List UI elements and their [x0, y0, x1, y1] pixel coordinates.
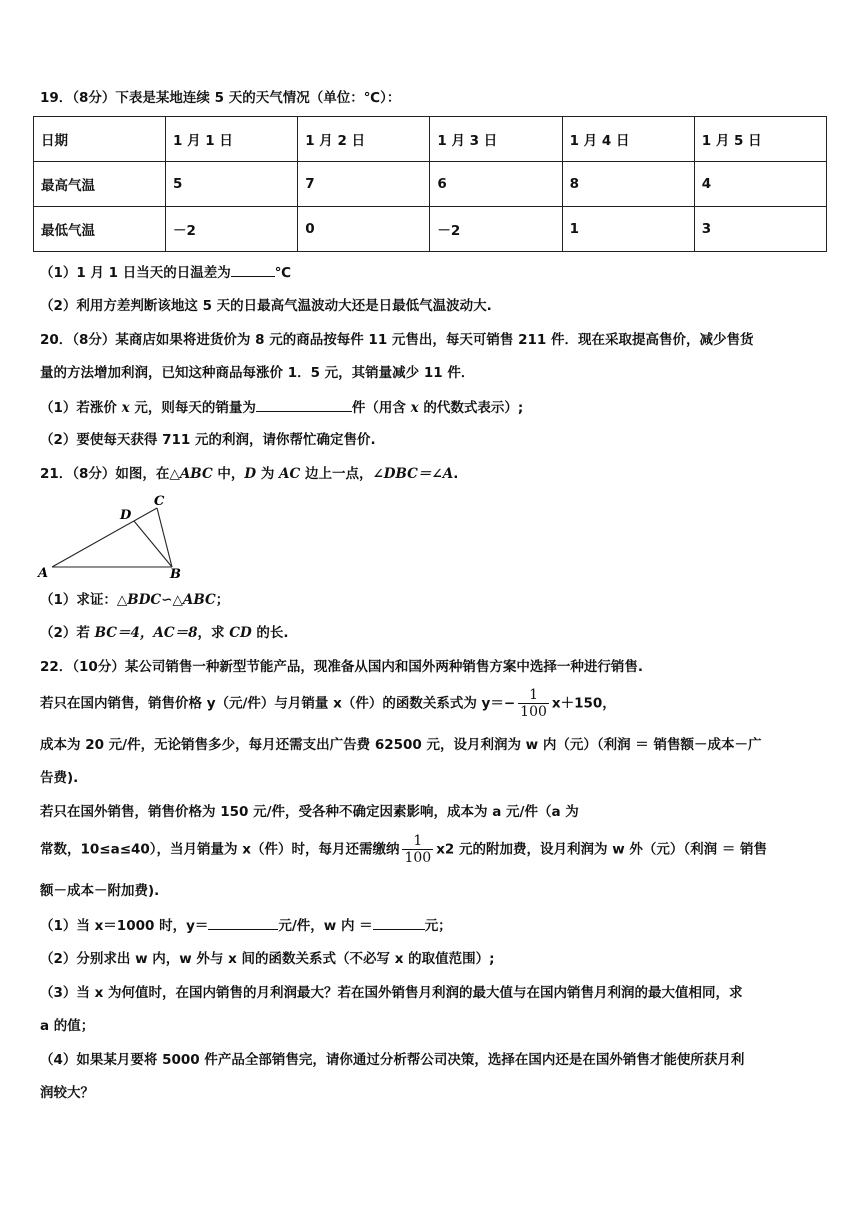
text: . — [453, 466, 459, 482]
q22-line4: 告费). — [40, 770, 79, 786]
q21-part2 — [40, 623, 824, 643]
q20-line2: 量的方法增加利润，已知这种商品每涨价 1．5 元，其销量减少 11 件． — [40, 365, 475, 381]
text: 的长. — [251, 625, 289, 641]
answer-blank — [373, 915, 425, 930]
text: 常数，10≤a≤40），当月销量为 x（件）时，每月还需缴纳 — [40, 841, 400, 858]
fraction-1-100 — [402, 833, 433, 866]
point-d: D — [244, 466, 257, 482]
q21-line1 — [40, 464, 824, 484]
answer-blank — [231, 262, 275, 277]
segment-cd: CD — [229, 625, 252, 641]
fraction-1-100 — [518, 687, 549, 720]
q20-part2: （2）要使每天获得 711 元的利润，请你帮忙确定售价. — [40, 432, 376, 448]
numerator: 1 — [529, 687, 538, 703]
q22-line7: 额－成本－附加费). — [40, 883, 160, 899]
text: （1）求证： — [40, 592, 117, 608]
label-d: D — [120, 508, 132, 523]
var-x: x — [121, 400, 130, 416]
answer-blank — [256, 397, 352, 412]
table-cell: 0 — [298, 207, 430, 252]
label-a: A — [38, 566, 49, 579]
text: 元； — [424, 918, 452, 934]
text: 中， — [212, 466, 245, 482]
q19-part2: （2）利用方差判断该地这 5 天的日最高气温波动大还是日最低气温波动大. — [40, 298, 492, 314]
q22-part3-line1: （3）当 x 为何值时，在国内销售的月利润最大？若在国外销售月利润的最大值与在国内销售月利润的最大值相同，求 — [40, 985, 743, 1001]
text: ，求 — [197, 625, 230, 641]
table-cell: 1 — [562, 207, 694, 252]
unit-text: ℃ — [274, 265, 292, 281]
table-cell: 4 — [694, 162, 826, 207]
q22-line6 — [40, 833, 824, 866]
table-cell: 1 月 1 日 — [166, 117, 298, 162]
text: 的代数式表示）; — [418, 400, 524, 416]
label-c: C — [154, 494, 165, 509]
text: x＋150， — [551, 695, 616, 712]
q22-part4-line1: （4）如果某月要将 5000 件产品全部销售完，请你通过分析帮公司决策，选择在国内还是在国外销售才能使所获月利 — [40, 1052, 745, 1068]
denominator: 100 — [404, 850, 432, 866]
text: 21．（8分）如图，在 — [40, 466, 170, 482]
q22-part3-line2: a 的值； — [40, 1018, 95, 1034]
similarity-statement: △BDC∽△ABC — [116, 592, 216, 608]
table-cell: 日期 — [34, 117, 166, 162]
q21-part1 — [40, 590, 824, 610]
table-row — [34, 162, 827, 207]
triangle-figure — [36, 493, 186, 579]
text: 若只在国内销售，销售价格 y（元/件）与月销量 x（件）的函数关系式为 y＝− — [40, 695, 516, 712]
angle-condition: ∠DBC＝∠A — [372, 466, 454, 482]
table-cell: 最高气温 — [34, 162, 166, 207]
q22-part2: （2）分别求出 w 内，w 外与 x 间的函数关系式（不必写 x 的取值范围）; — [40, 951, 495, 967]
q22-line3: 成本为 20 元/件，无论销售多少，每月还需支出广告费 62500 元，设月利润为 w 内（元）（利润 ＝ 销售额－成本－广 — [40, 737, 762, 753]
text: 为 — [256, 466, 280, 482]
label-b: B — [170, 567, 181, 579]
table-cell: 7 — [298, 162, 430, 207]
q22-line5: 若只在国外销售，销售价格为 150 元/件，受各种不确定因素影响，成本为 a 元/件（a 为 — [40, 804, 579, 820]
table-cell: 5 — [166, 162, 298, 207]
table-cell: －2 — [166, 207, 298, 252]
table-cell: －2 — [430, 207, 562, 252]
denominator: 100 — [520, 704, 547, 720]
table-cell: 1 月 4 日 — [562, 117, 694, 162]
text: 元/件，w 内 ＝ — [278, 918, 373, 934]
table-cell: 1 月 3 日 — [430, 117, 562, 162]
table-cell: 8 — [562, 162, 694, 207]
text: 件（用含 — [351, 400, 411, 416]
text: 边上一点， — [300, 466, 373, 482]
table-row — [34, 207, 827, 252]
table-cell: 6 — [430, 162, 562, 207]
triangle-abc: △ABC — [169, 466, 213, 482]
q20-part1 — [40, 397, 824, 418]
q22-line1: 22．（10分）某公司销售一种新型节能产品，现准备从国内和国外两种销售方案中选择一种进行销售. — [40, 659, 643, 675]
text: （2）若 — [40, 625, 95, 641]
table-cell: 3 — [694, 207, 826, 252]
text: x2 元的附加费，设月利润为 w 外（元）（利润 ＝ 销售 — [436, 841, 768, 858]
table-row — [34, 117, 827, 162]
q20-line1: 20．（8分）某商店如果将进货价为 8 元的商品按每件 11 元售出，每天可销售 211 件．现在采取提高售价，减少售货 — [40, 332, 754, 348]
weather-table — [33, 116, 827, 252]
segment-ac: AC — [279, 466, 301, 482]
table-cell: 1 月 5 日 — [694, 117, 826, 162]
given-lengths: BC＝4，AC＝8 — [94, 625, 198, 641]
q22-part1 — [40, 915, 824, 936]
q22-line2 — [40, 687, 824, 720]
text: 元，则每天的销量为 — [129, 400, 256, 416]
q19-title: 19．（8分）下表是某地连续 5 天的天气情况（单位：℃）： — [40, 90, 401, 106]
text: （1）当 x＝1000 时，y＝ — [40, 918, 209, 934]
q19-part1-text: （1）1 月 1 日当天的日温差为 — [40, 265, 231, 281]
numerator: 1 — [413, 833, 423, 849]
segment-ac-line — [52, 508, 157, 567]
text: （1）若涨价 — [40, 400, 122, 416]
text: ； — [215, 592, 230, 608]
var-x: x — [410, 400, 419, 416]
table-cell: 1 月 2 日 — [298, 117, 430, 162]
q19-part1 — [40, 262, 824, 283]
table-cell: 最低气温 — [34, 207, 166, 252]
q22-part4-line2: 润较大？ — [40, 1085, 94, 1101]
answer-blank — [208, 915, 278, 930]
